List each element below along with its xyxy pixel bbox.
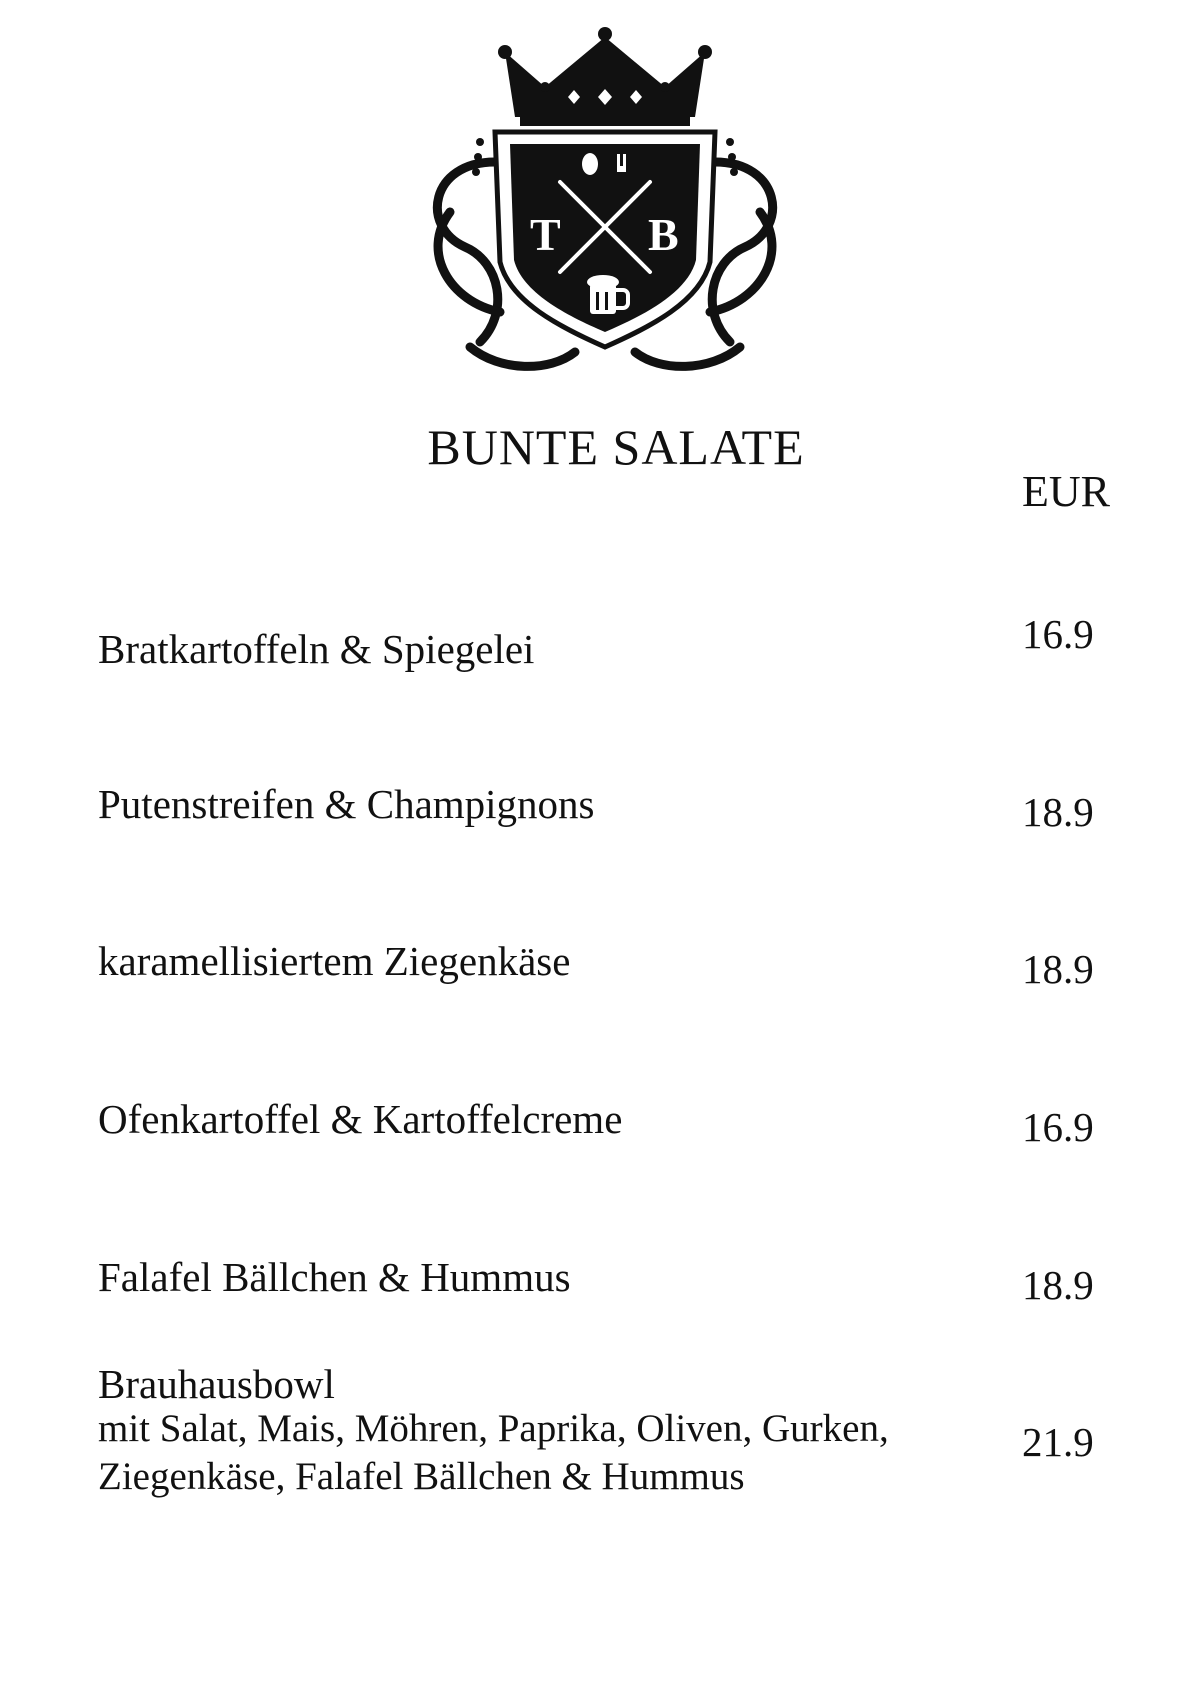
menu-item-name: Putenstreifen & Champignons bbox=[98, 781, 595, 827]
menu-item-name: karamellisiertem Ziegenkäse bbox=[98, 938, 571, 984]
menu-item-price: 16.9 bbox=[1022, 611, 1094, 657]
menu-item-price: 16.9 bbox=[1022, 1104, 1094, 1150]
crest-letter-left: T bbox=[530, 209, 561, 260]
shield-icon bbox=[495, 132, 715, 347]
menu-item-description: mit Salat, Mais, Möhren, Paprika, Oliven, Gurken, bbox=[98, 1407, 889, 1450]
menu-item-price: 18.9 bbox=[1022, 1262, 1094, 1308]
menu-section-title: BUNTE SALATE bbox=[427, 419, 805, 475]
crest-letter-right: B bbox=[648, 209, 679, 260]
menu-item-name: Ofenkartoffel & Kartoffelcreme bbox=[98, 1096, 623, 1142]
menu-item-price: 21.9 bbox=[1022, 1419, 1094, 1465]
menu-item-name: Brauhausbowl bbox=[98, 1361, 335, 1407]
menu-item-name: Falafel Bällchen & Hummus bbox=[98, 1254, 571, 1300]
restaurant-logo bbox=[410, 12, 800, 392]
menu-item-price: 18.9 bbox=[1022, 789, 1094, 835]
menu-item-price: 18.9 bbox=[1022, 946, 1094, 992]
menu-item-description: Ziegenkäse, Falafel Bällchen & Hummus bbox=[98, 1455, 745, 1498]
menu-item-name: Bratkartoffeln & Spiegelei bbox=[98, 626, 535, 672]
currency-label: EUR bbox=[1022, 467, 1110, 516]
crown-icon bbox=[498, 27, 712, 126]
